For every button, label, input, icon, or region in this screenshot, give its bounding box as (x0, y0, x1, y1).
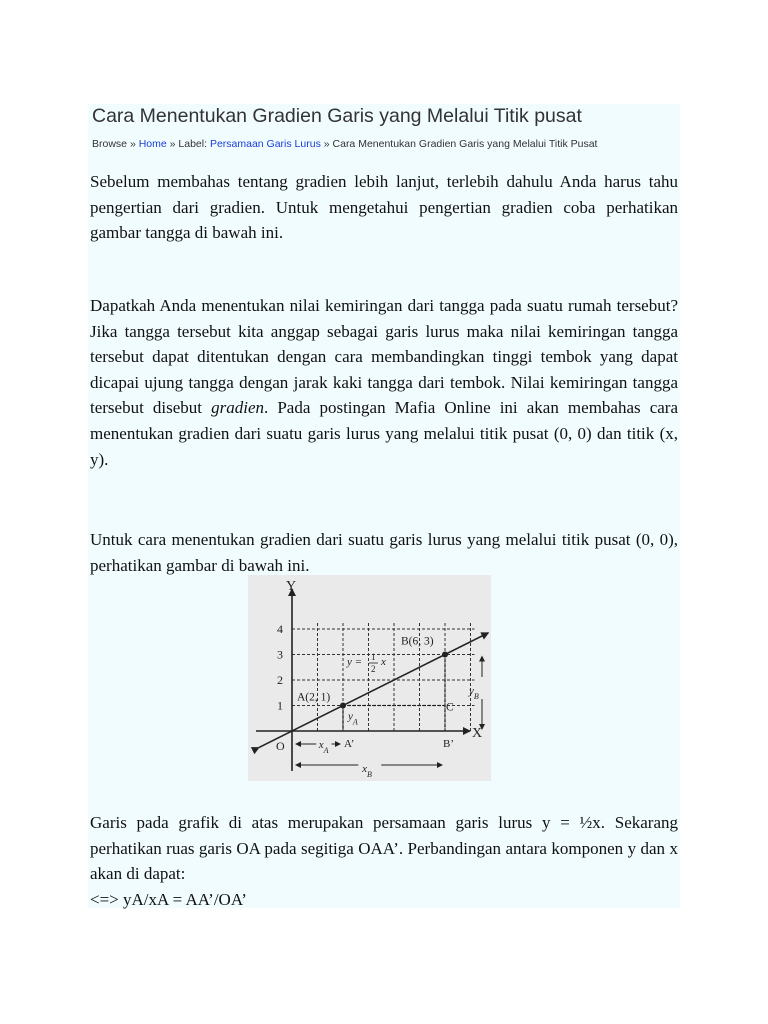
equation-numerator: 1 (371, 652, 376, 662)
gradient-figure (248, 575, 491, 781)
point-c-label: C (446, 701, 454, 714)
breadcrumb-home-link[interactable]: Home (138, 138, 167, 150)
breadcrumb-current: Cara Menentukan Gradien Garis yang Melalui Titik Pusat (332, 138, 598, 150)
paragraph-intro: Sebelum membahas tentang gradien lebih lanjut, terlebih dahulu Anda harus tahu pengertian dari gradien. Untuk mengetahui pengertian gradien coba perhatikan gambar tangga di bawah ini. (90, 172, 678, 243)
emphasis-gradien: gradien (211, 398, 264, 418)
paragraph-figure-intro: Untuk cara menentukan gradien dari suatu garis lurus yang melalui titik pusat (0, 0), perhatikan gambar di bawah ini. (90, 530, 678, 575)
point-b (442, 652, 448, 658)
y-tick-label: 3 (277, 647, 283, 662)
equation-denominator: 2 (371, 664, 376, 674)
ratio-formula: <=> yA/xA = AA’/OA’ (90, 889, 247, 909)
paragraph-gradien-definition (90, 293, 678, 472)
breadcrumb-browse: Browse (92, 138, 128, 150)
page-title: Cara Menentukan Gradien Garis yang Melalui Titik pusat (92, 105, 582, 127)
a-prime-label: A’ (344, 738, 355, 750)
point-a (340, 703, 346, 709)
point-a-label: A(2, 1) (297, 691, 331, 704)
equation-lhs: y = (347, 656, 363, 668)
paragraph-text: Dapatkah Anda menentukan nilai kemiringan dari tangga pada suatu rumah tersebut? Jika tangga tersebut kita anggap sebagai garis lurus maka nilai kemiringan tangga tersebut dapat ditentukan dengan cara membandingkan tinggi tembok yang dapat dicapai ujung tangga dengan jarak kaki tangga dari tembok. Nilai kemiringan tangga tersebut disebut (90, 296, 678, 418)
paragraph-text: . Pada postingan Mafia Online ini akan membahas cara menentukan gradien dari suatu garis lurus yang melalui titik pusat (0, 0) dan titik (x, y). (90, 398, 679, 469)
y-tick-label: 4 (277, 622, 283, 636)
gradient-chart (248, 575, 491, 781)
yb-label: $y_B$ (469, 685, 479, 701)
ya-label: $y_A$ (348, 710, 358, 726)
xa-label: $x_A$ (318, 739, 329, 755)
x-axis-label: X (472, 726, 483, 741)
breadcrumb-label-prefix: Label: (178, 138, 208, 150)
breadcrumb (92, 137, 682, 151)
point-b-label: B(6, 3) (401, 635, 434, 648)
paragraph-equation (90, 810, 678, 912)
origin-label: O (276, 739, 285, 753)
paragraph-text: Garis pada grafik di atas merupakan persamaan garis lurus y = ½x. Sekarang perhatikan ruas garis OA pada segitiga OAA’. Perbandingan antara komponen y dan x akan di dapat: (90, 813, 678, 884)
breadcrumb-separator: » (169, 138, 176, 150)
b-prime-label: B’ (443, 738, 454, 750)
xb-label: $x_B$ (362, 763, 372, 779)
breadcrumb-separator: » (323, 138, 330, 150)
breadcrumb-separator: » (129, 138, 136, 150)
equation-variable: x (381, 656, 386, 668)
breadcrumb-label-link[interactable]: Persamaan Garis Lurus (209, 138, 321, 150)
y-axis-label: Y (286, 579, 297, 594)
y-tick-label: 1 (277, 698, 283, 713)
y-tick-label: 2 (277, 673, 283, 687)
